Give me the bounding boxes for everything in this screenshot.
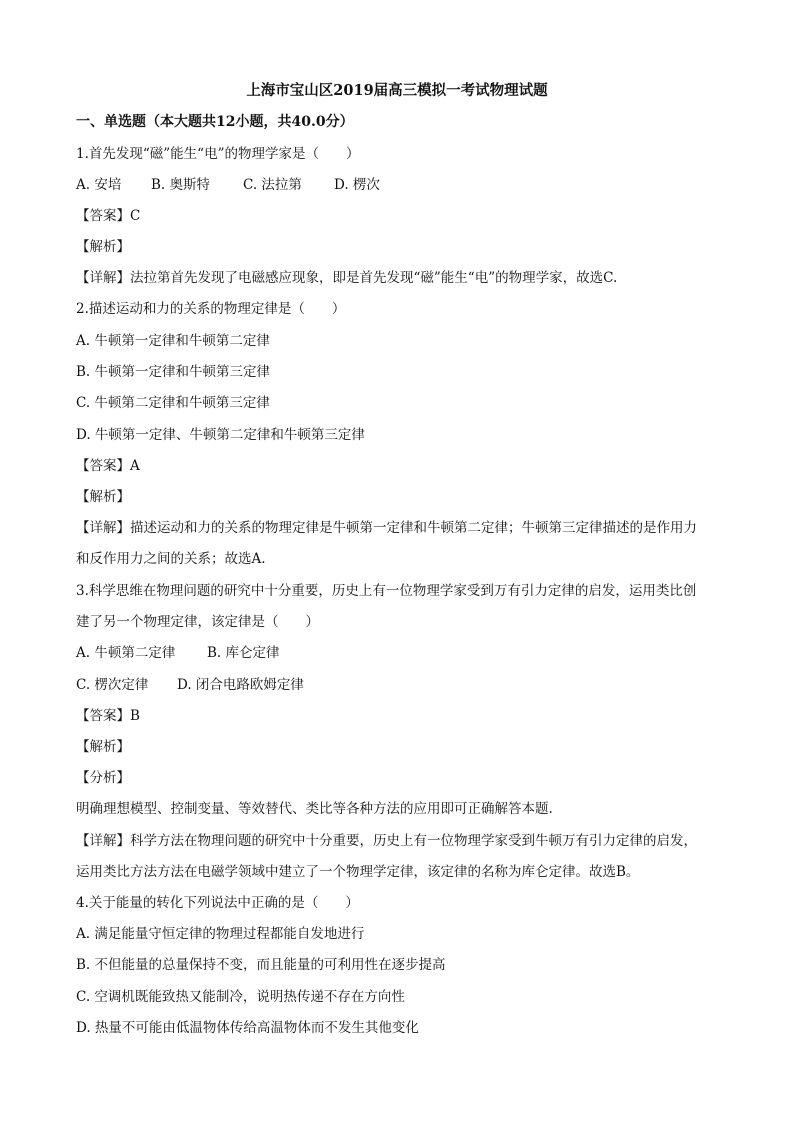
q3-options-row2 — [76, 676, 304, 694]
q3-analysis-sub-label: 【分析】 — [76, 770, 130, 786]
q2-stem: 2.描述运动和力的关系的物理定律是（ ） — [76, 301, 346, 317]
document-title: 上海市宝山区2019届高三模拟一考试物理试题 — [246, 82, 548, 99]
q3-option-c: C. 楞次定律 — [76, 677, 149, 693]
q2-option-b: B. 牛顿第一定律和牛顿第三定律 — [76, 364, 271, 380]
q3-analysis-label: 【解析】 — [76, 739, 130, 755]
q2-option-c: C. 牛顿第二定律和牛顿第三定律 — [76, 395, 270, 411]
q2-detail-line2: 和反作用力之间的关系；故选A. — [76, 551, 266, 567]
q3-option-b: B. 库仑定律 — [207, 645, 280, 661]
q4-option-c: C. 空调机既能致热又能制冷，说明热传递不存在方向性 — [76, 989, 405, 1005]
q1-option-d: D. 楞次 — [334, 177, 380, 193]
q3-stem-line1: 3.科学思维在物理问题的研究中十分重要，历史上有一位物理学家受到万有引力定律的启发，运用类比创 — [76, 583, 697, 599]
q2-detail-line1: 【详解】描述运动和力的关系的物理定律是牛顿第一定律和牛顿第二定律；牛顿第三定律描述的是作用力 — [76, 520, 697, 536]
q1-answer: 【答案】C — [76, 208, 141, 224]
q3-detail-line2: 运用类比方法方法在电磁学领域中建立了一个物理学定律，该定律的名称为库仑定律。故选B。 — [76, 864, 640, 880]
q2-analysis-label: 【解析】 — [76, 489, 130, 505]
q3-answer: 【答案】B — [76, 708, 140, 724]
q1-options — [76, 176, 380, 194]
q4-option-b: B. 不但能量的总量保持不变，而且能量的可利用性在逐步提高 — [76, 957, 446, 973]
q1-option-b: B. 奥斯特 — [151, 177, 211, 193]
q1-detail: 【详解】法拉第首先发现了电磁感应现象，即是首先发现“磁”能生“电”的物理学家，故选C. — [76, 270, 618, 286]
q1-option-a: A. 安培 — [76, 177, 122, 193]
q3-options-row1 — [76, 644, 280, 662]
q1-stem: 1.首先发现“磁”能生“电”的物理学家是（ ） — [76, 146, 360, 162]
q3-analysis-text: 明确理想模型、控制变量、等效替代、类比等各种方法的应用即可正确解答本题. — [76, 801, 553, 817]
q3-stem-line2: 建了另一个物理定律，该定律是（ ） — [76, 614, 319, 630]
q4-option-d: D. 热量不可能由低温物体传给高温物体而不发生其他变化 — [76, 1020, 419, 1036]
q4-stem: 4.关于能量的转化下列说法中正确的是（ ） — [76, 895, 359, 911]
q3-detail-line1: 【详解】科学方法在物理问题的研究中十分重要，历史上有一位物理学家受到牛顿万有引力定律的启发， — [76, 833, 697, 849]
q4-option-a: A. 满足能量守恒定律的物理过程都能自发地进行 — [76, 926, 365, 942]
section-heading: 一、单选题（本大题共12小题，共40.0分） — [76, 114, 354, 130]
q2-answer: 【答案】A — [76, 458, 140, 474]
q1-option-c: C. 法拉第 — [243, 177, 302, 193]
q2-option-d: D. 牛顿第一定律、牛顿第二定律和牛顿第三定律 — [76, 427, 365, 443]
q3-option-a: A. 牛顿第二定律 — [76, 645, 176, 661]
q1-analysis-label: 【解析】 — [76, 239, 130, 255]
q2-option-a: A. 牛顿第一定律和牛顿第二定律 — [76, 333, 270, 349]
q3-option-d: D. 闭合电路欧姆定律 — [177, 677, 304, 693]
